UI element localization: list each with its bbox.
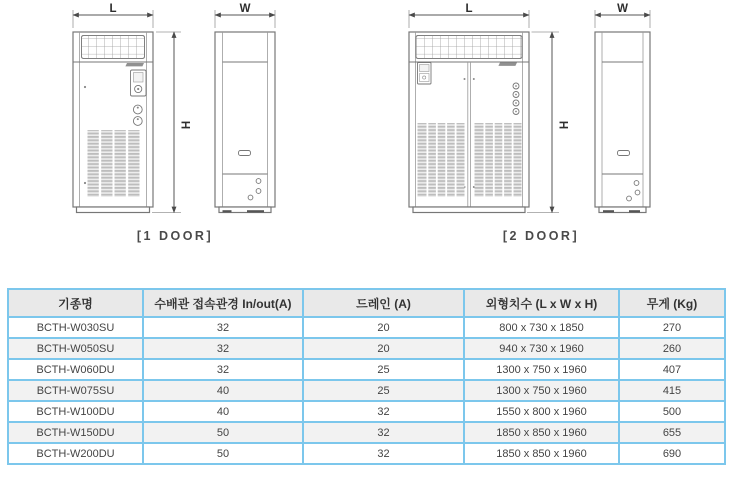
cell-drain: 20 [303, 338, 464, 359]
dim-label-w: W [617, 3, 628, 15]
cell-weight: 690 [619, 443, 725, 464]
col-header-drain: 드레인 (A) [303, 289, 464, 317]
cell-model: BCTH-W100DU [8, 401, 143, 422]
cell-dimensions: 1300 x 750 x 1960 [464, 380, 619, 401]
cell-weight: 500 [619, 401, 725, 422]
header-row [8, 289, 725, 317]
dim-label-l: L [465, 3, 473, 15]
cell-pipe-inout: 32 [143, 359, 303, 380]
side-handle-slot [618, 151, 630, 156]
cell-dimensions: 940 x 730 x 1960 [464, 338, 619, 359]
cell-pipe-inout: 40 [143, 380, 303, 401]
col-header-pipe-inout: 수배관 접속관경 In/out(A) [143, 289, 303, 317]
control-panel [131, 70, 147, 96]
cell-dimensions: 1850 x 850 x 1960 [464, 422, 619, 443]
cell-dimensions: 1300 x 750 x 1960 [464, 359, 619, 380]
spec-row [8, 338, 725, 359]
spec-row [8, 359, 725, 380]
cell-model: BCTH-W150DU [8, 422, 143, 443]
dim-label-l: L [109, 3, 117, 15]
cell-model: BCTH-W200DU [8, 443, 143, 464]
cell-pipe-inout: 32 [143, 317, 303, 338]
control-panel [418, 63, 432, 85]
one-door-caption: [1 DOOR] [136, 229, 214, 243]
col-header-weight: 무게 (Kg) [619, 289, 725, 317]
cell-weight: 260 [619, 338, 725, 359]
base-plinth [77, 207, 150, 213]
dim-label-h: H [556, 120, 569, 130]
spec-row [8, 422, 725, 443]
base-plinth [413, 207, 525, 213]
cell-weight: 655 [619, 422, 725, 443]
cell-dimensions: 800 x 730 x 1850 [464, 317, 619, 338]
cell-pipe-inout: 32 [143, 338, 303, 359]
spec-row [8, 401, 725, 422]
two-door-side-view [595, 32, 650, 213]
cell-drain: 32 [303, 422, 464, 443]
spec-row [8, 443, 725, 464]
side-handle-slot [239, 151, 251, 156]
cell-dimensions: 1850 x 850 x 1960 [464, 443, 619, 464]
one-door-side-view [215, 32, 275, 213]
col-header-dimensions: 외형치수 (L x W x H) [464, 289, 619, 317]
cell-drain: 32 [303, 443, 464, 464]
air-grille [82, 36, 145, 59]
cell-drain: 32 [303, 401, 464, 422]
dim-label-w: W [239, 3, 251, 15]
one-door-front-view [73, 32, 153, 213]
col-header-model: 기종명 [8, 289, 143, 317]
two-door-caption: [2 DOOR] [502, 229, 580, 243]
spec-row [8, 380, 725, 401]
cell-pipe-inout: 40 [143, 401, 303, 422]
cell-weight: 415 [619, 380, 725, 401]
two-door-front-view [409, 32, 529, 213]
cell-pipe-inout: 50 [143, 443, 303, 464]
cell-model: BCTH-W030SU [8, 317, 143, 338]
brand-logo [125, 63, 144, 66]
cell-dimensions: 1550 x 800 x 1960 [464, 401, 619, 422]
cell-weight: 270 [619, 317, 725, 338]
spec-row [8, 317, 725, 338]
cell-model: BCTH-W060DU [8, 359, 143, 380]
air-grille [416, 36, 522, 59]
cell-model: BCTH-W075SU [8, 380, 143, 401]
cell-drain: 25 [303, 380, 464, 401]
cell-model: BCTH-W050SU [8, 338, 143, 359]
cell-pipe-inout: 50 [143, 422, 303, 443]
cell-drain: 25 [303, 359, 464, 380]
cell-weight: 407 [619, 359, 725, 380]
brand-logo [498, 63, 517, 66]
spec-table [7, 288, 726, 465]
dim-label-h: H [178, 120, 191, 130]
cell-drain: 20 [303, 317, 464, 338]
